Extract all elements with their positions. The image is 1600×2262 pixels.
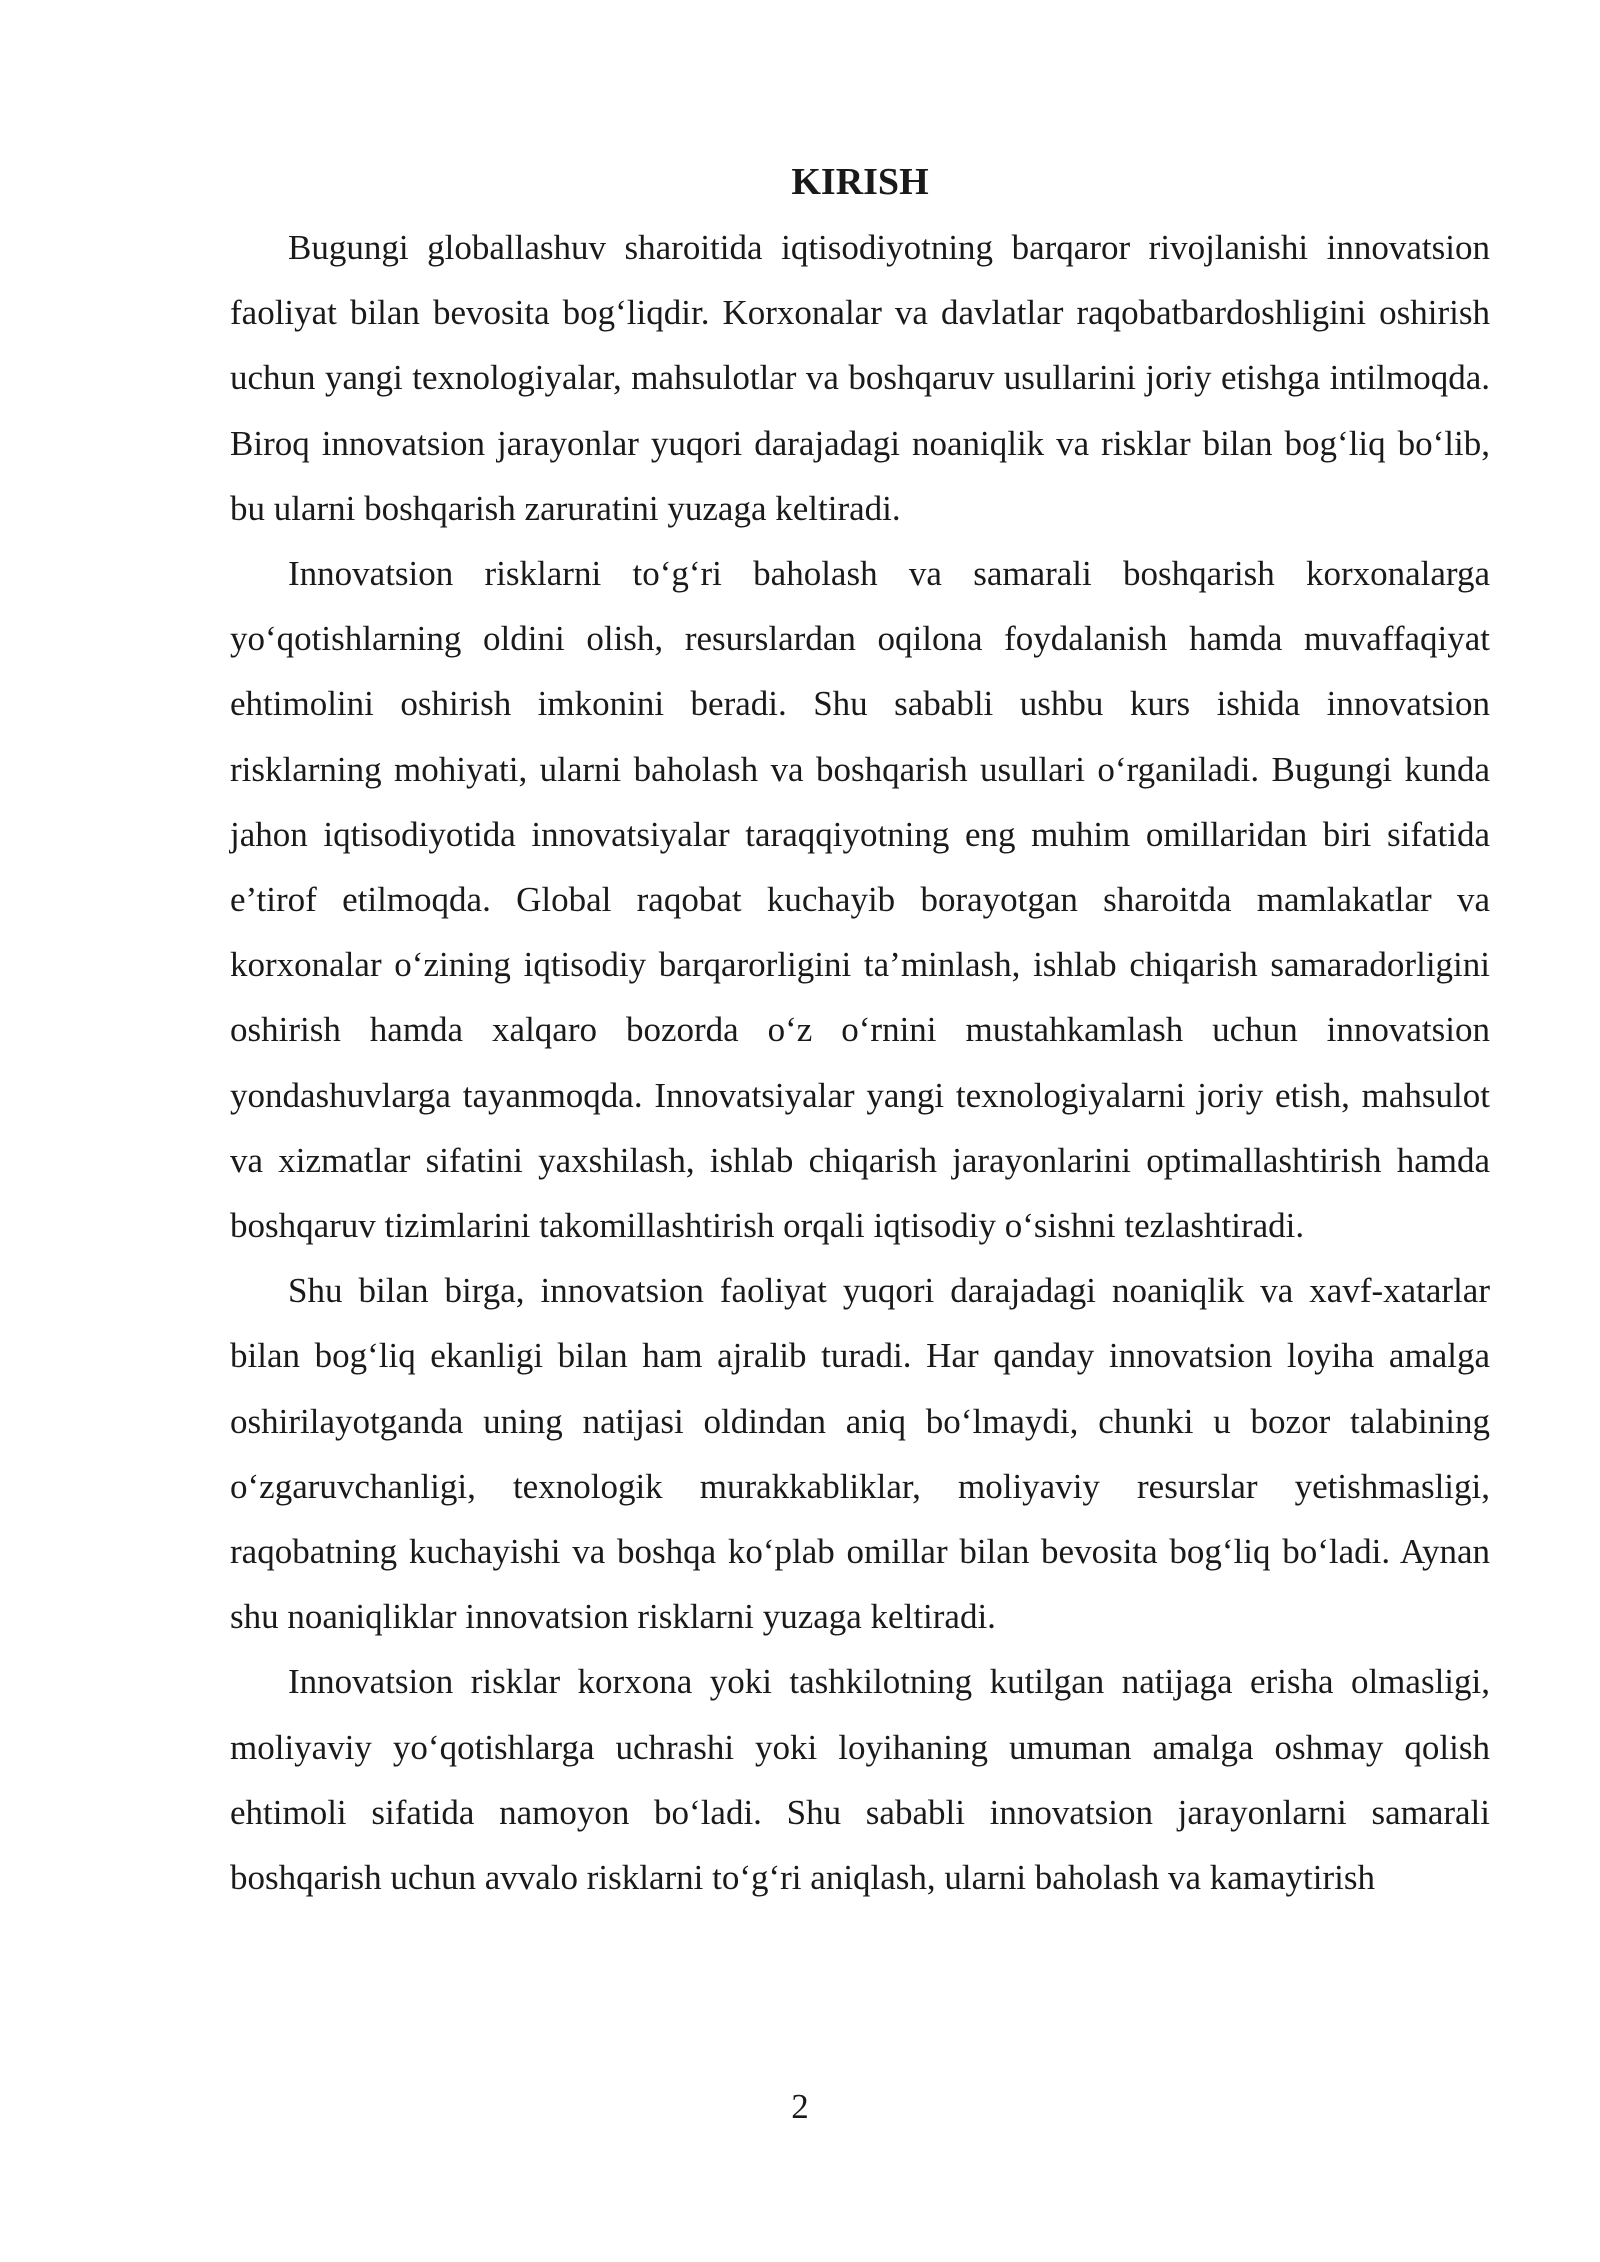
paragraph-4: Innovatsion risklar korxona yoki tashkilotning kutilgan natijaga erisha olmasligi, moliyaviy yo‘qotishlarga uchrashi yoki loyihaning umuman amalga oshmay qolish ehtimoli sifatida namoyon bo‘ladi. Shu sababli innovatsion jarayonlarni samarali boshqarish uchun avvalo risklarni to‘g‘ri aniqlash, ularni baholash va kamaytirish: [230, 1662, 1490, 1898]
paragraph-1: Bugungi globallashuv sharoitida iqtisodiyotning barqaror rivojlanishi innovatsion faoliyat bilan bevosita bog‘liqdir. Korxonalar va davlatlar raqobatbardoshligini oshirish uchun yangi texnologiyalar, mahsulotlar va boshqaruv usullarini joriy etishga intilmoqda. Biroq innovatsion jarayonlar yuqori darajadagi noaniqlik va risklar bilan bog‘liq bo‘lib, bu ularni boshqarish zaruratini yuzaga keltiradi.: [230, 228, 1490, 528]
page-content: [230, 150, 1490, 1910]
paragraph-3: Shu bilan birga, innovatsion faoliyat yuqori darajadagi noaniqlik va xavf-xatarlar bilan bog‘liq ekanligi bilan ham ajralib turadi. Har qanday innovatsion loyiha amalga oshirilayotganda uning natijasi oldindan aniq bo‘lmaydi, chunki u bozor talabining o‘zgaruvchanligi, texnologik murakkabliklar, moliyaviy resurslar yetishmasligi, raqobatning kuchayishi va boshqa ko‘plab omillar bilan bevosita bog‘liq bo‘ladi. Aynan shu noaniqliklar innovatsion risklarni yuzaga keltiradi.: [230, 1271, 1490, 1637]
page-number: 2: [791, 2087, 809, 2126]
section-title: KIRISH: [791, 161, 929, 203]
paragraph-2: Innovatsion risklarni to‘g‘ri baholash va samarali boshqarish korxonalarga yo‘qotishlarning oldini olish, resurslardan oqilona foydalanish hamda muvaffaqiyat ehtimolini oshirish imkonini beradi. Shu sababli ushbu kurs ishida innovatsion risklarning mohiyati, ularni baholash va boshqarish usullari o‘rganiladi. Bugungi kunda jahon iqtisodiyotida innovatsiyalar taraqqiyotning eng muhim omillaridan biri sifatida e’tirof etilmoqda. Global raqobat kuchayib borayotgan sharoitda mamlakatlar va korxonalar o‘zining iqtisodiy barqarorligini ta’minlash, ishlab chiqarish samaradorligini oshirish hamda xalqaro bozorda o‘z o‘rnini mustahkamlash uchun innovatsion yondashuvlarga tayanmoqda. Innovatsiyalar yangi texnologiyalarni joriy etish, mahsulot va xizmatlar sifatini yaxshilash, ishlab chiqarish jarayonlarini optimallashtirish hamda boshqaruv tizimlarini takomillashtirish orqali iqtisodiy o‘sishni tezlashtiradi.: [230, 554, 1490, 1246]
